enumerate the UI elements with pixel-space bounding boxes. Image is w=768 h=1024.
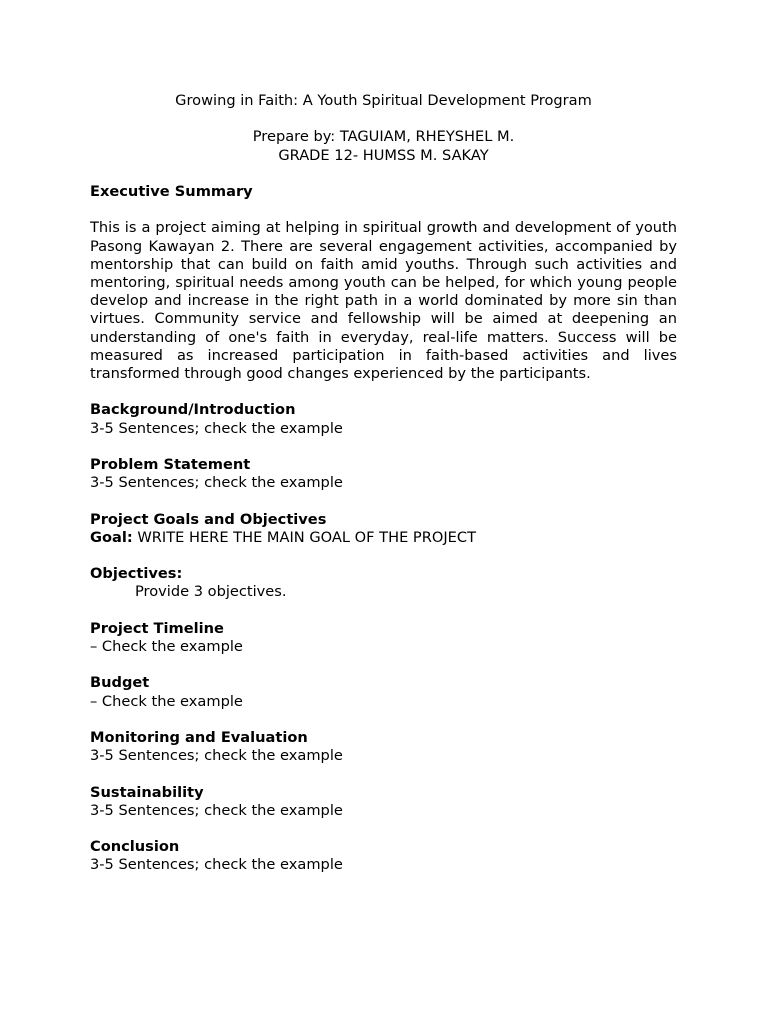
timeline-heading: Project Timeline bbox=[90, 619, 224, 637]
document-content bbox=[90, 92, 677, 875]
executive-summary-body: This is a project aiming at helping in spiritual growth and development of youth Pasong Kawayan 2. There are several engagement activities, accompanied by mentorship that can build on faith amid youths. Through such activities and mentoring, spiritual needs among youth can be helped, for which young people develop and increase in the right path in a world dominated by more sin than virtues. Community service and fellowship will be aimed at deepening an understanding of one's faith in everyday, real-life matters. Success will be measured as increased participation in faith-based activities and lives transformed through good changes experienced by the participants. bbox=[90, 219, 677, 382]
spacer bbox=[90, 383, 677, 401]
conclusion-heading: Conclusion bbox=[90, 838, 180, 856]
problem-statement-body: 3-5 Sentences; check the example bbox=[90, 474, 343, 492]
goals-heading: Project Goals and Objectives bbox=[90, 510, 327, 528]
spacer bbox=[90, 602, 677, 620]
spacer bbox=[90, 438, 677, 456]
monitoring-heading: Monitoring and Evaluation bbox=[90, 728, 308, 746]
spacer bbox=[90, 820, 677, 838]
sustainability-body: 3-5 Sentences; check the example bbox=[90, 801, 343, 819]
objectives-heading: Objectives: bbox=[90, 565, 183, 583]
sustainability-heading: Sustainability bbox=[90, 783, 204, 801]
objectives-body: Provide 3 objectives. bbox=[135, 583, 287, 601]
spacer bbox=[90, 201, 677, 219]
background-body: 3-5 Sentences; check the example bbox=[90, 419, 343, 437]
prepared-by: Prepare by: TAGUIAM, RHEYSHEL M. bbox=[252, 128, 515, 146]
goal-label: Goal: bbox=[90, 528, 133, 546]
grade-section: GRADE 12- HUMSS M. SAKAY bbox=[278, 146, 489, 164]
goal-text: WRITE HERE THE MAIN GOAL OF THE PROJECT bbox=[132, 528, 476, 546]
spacer bbox=[90, 165, 677, 183]
budget-heading: Budget bbox=[90, 674, 150, 692]
problem-statement-heading: Problem Statement bbox=[90, 455, 251, 473]
document-title: Growing in Faith: A Youth Spiritual Development Program bbox=[175, 92, 592, 109]
conclusion-body: 3-5 Sentences; check the example bbox=[90, 856, 343, 874]
spacer bbox=[90, 765, 677, 783]
spacer bbox=[90, 711, 677, 729]
goal-line bbox=[90, 529, 677, 547]
timeline-body: – Check the example bbox=[90, 637, 243, 655]
spacer bbox=[90, 492, 677, 510]
budget-body: – Check the example bbox=[90, 692, 243, 710]
background-heading: Background/Introduction bbox=[90, 401, 296, 419]
spacer bbox=[90, 656, 677, 674]
spacer bbox=[90, 110, 677, 128]
spacer bbox=[90, 547, 677, 565]
executive-summary-heading: Executive Summary bbox=[90, 182, 253, 200]
monitoring-body: 3-5 Sentences; check the example bbox=[90, 747, 343, 765]
